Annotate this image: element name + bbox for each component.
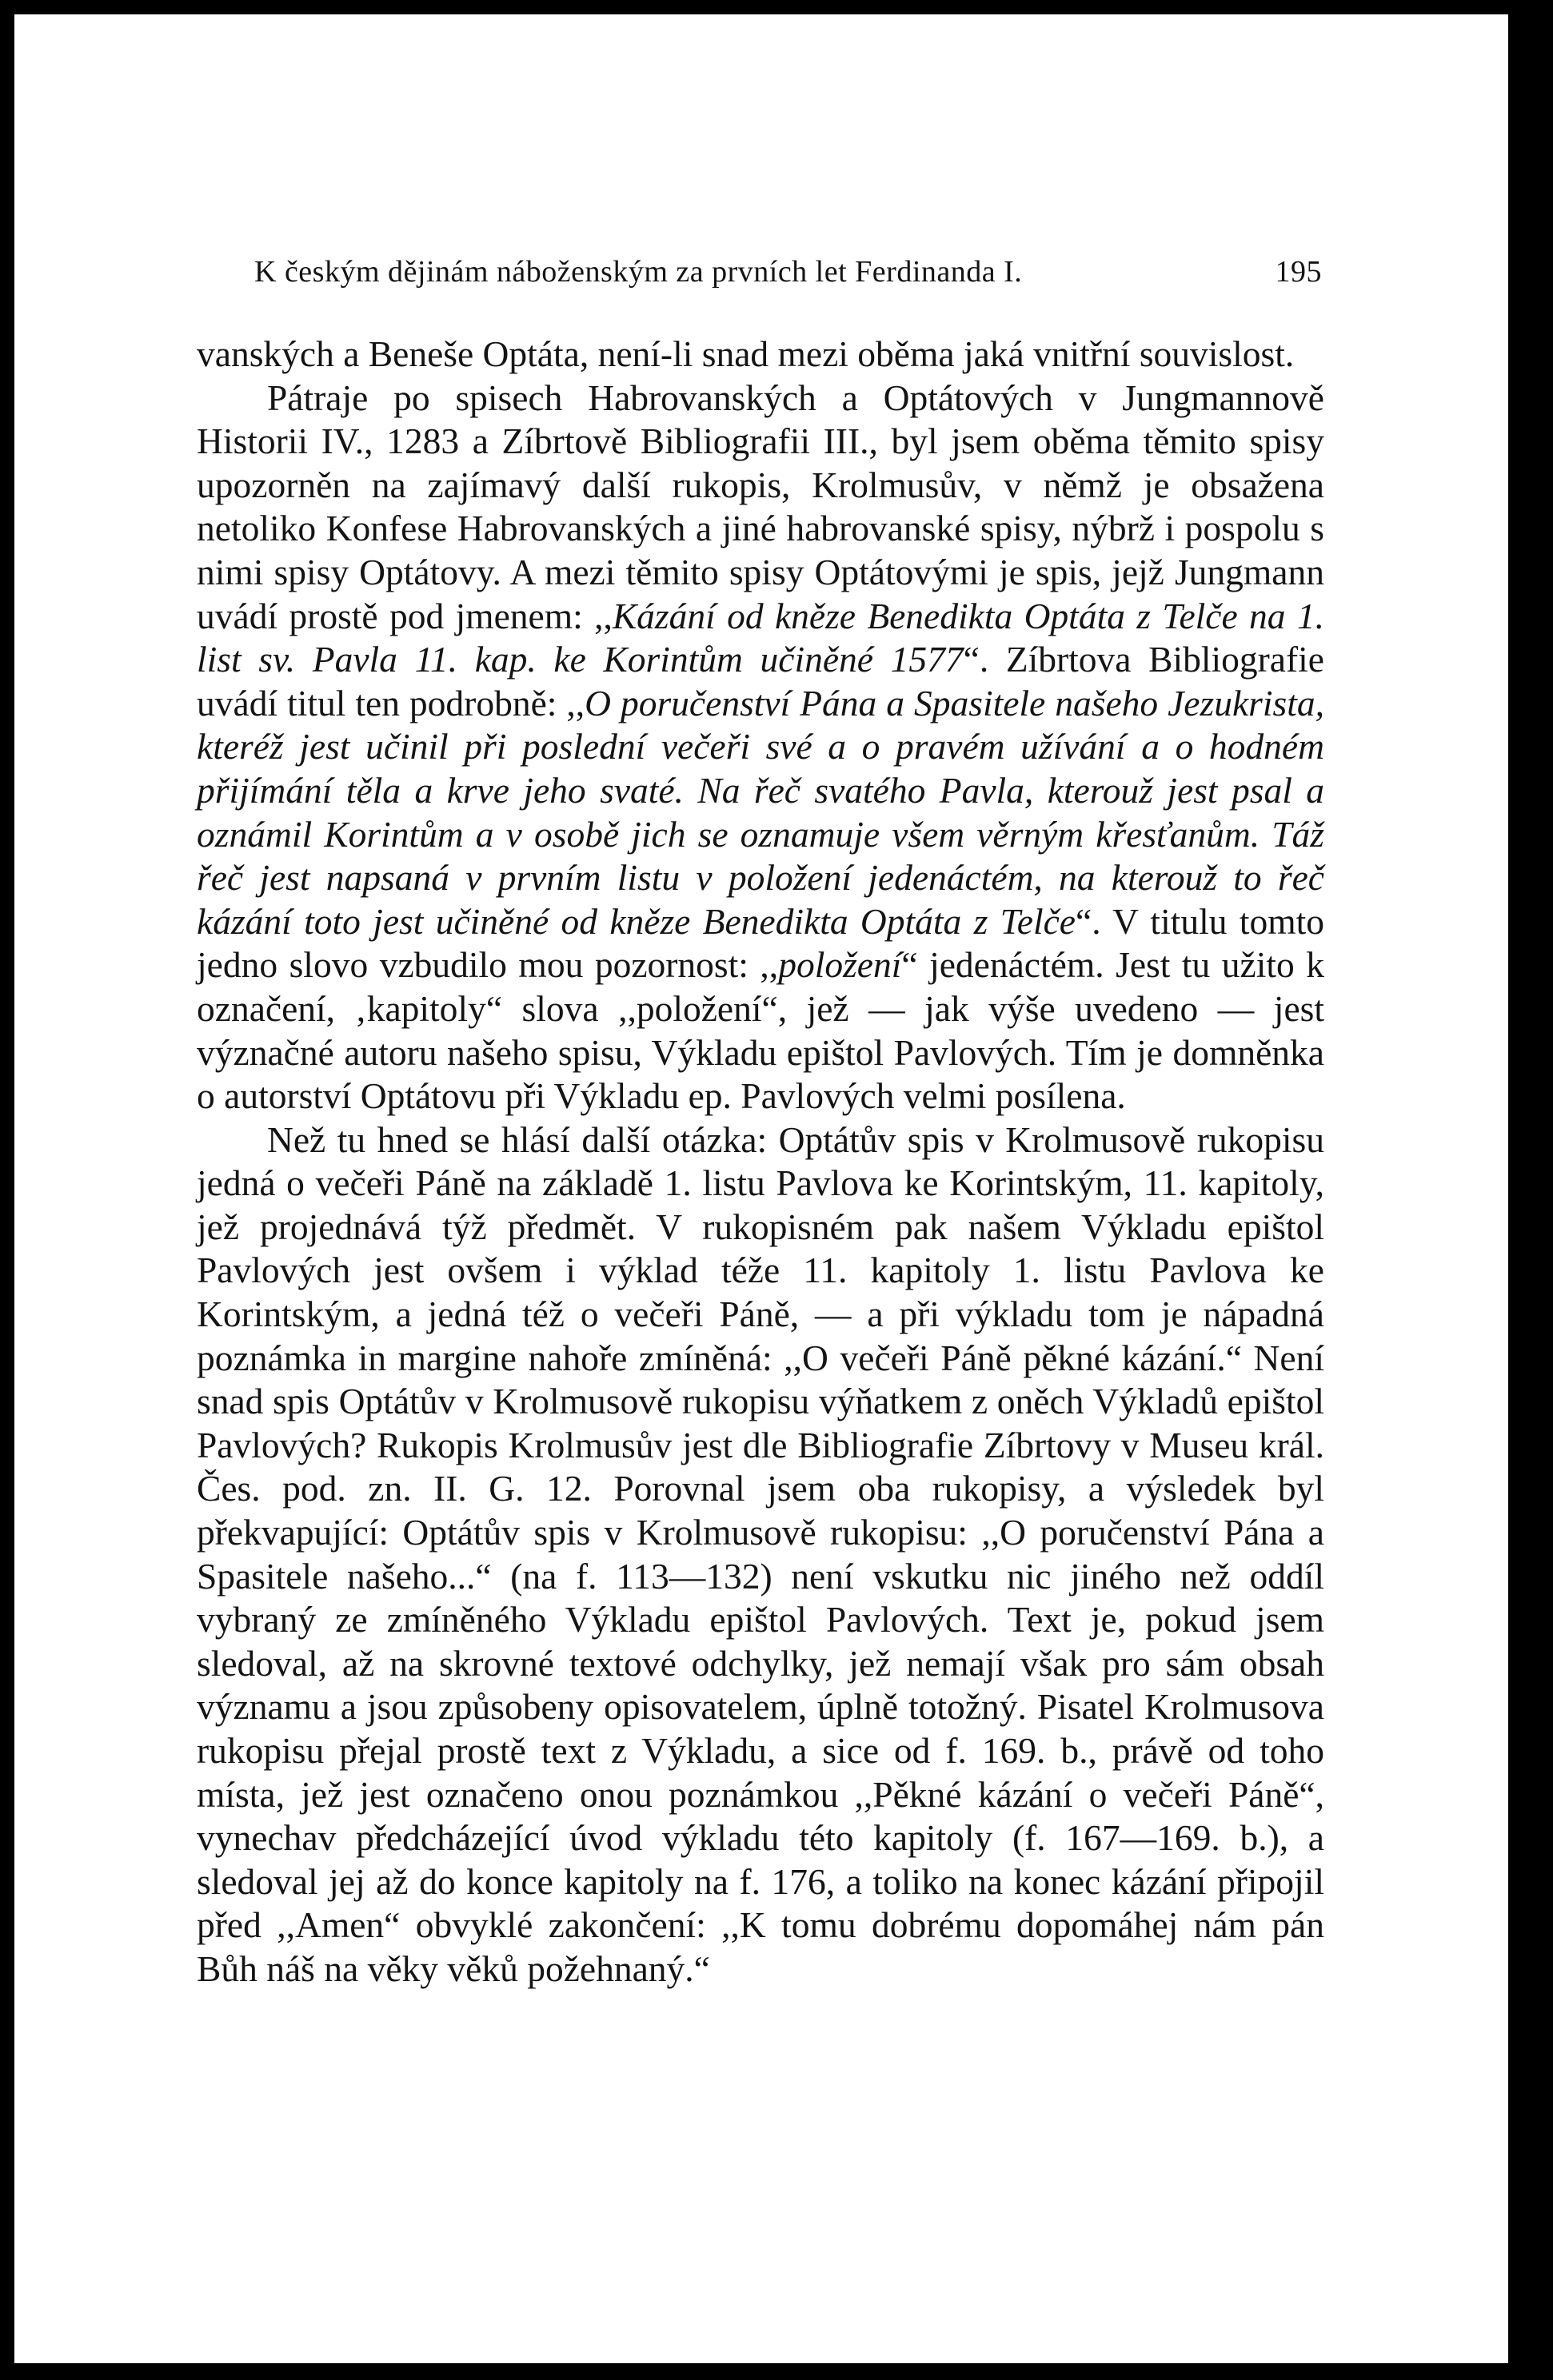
running-title: K českým dějinám náboženským za prvních let Ferdinanda I.: [254, 255, 1023, 289]
running-head: [254, 254, 1322, 289]
page-number: 195: [1275, 255, 1322, 289]
text-run: Pátraje po spisech Habrovanských a Optátových v Jungmannově Historii IV., 1283 a Zíbrtově Bibliografii III., byl jsem oběma těmito spisy upozorněn na zajímavý další rukopis, Krolmusův, v němž je obsažena netoliko Konfese Habrovanských a jiné habrovanské spisy, nýbrž i pospolu s nimi spisy Optátovy. A mezi těmito spisy Optátovými je spis, jejž Jungmann uvádí prostě pod jmenem: ,,: [197, 377, 1324, 636]
book-page: [14, 14, 1508, 2363]
italic-title-jungmann: Kázání od kněze Benedikta Optáta z Telče na 1. list sv. Pavla 11. kap. ke Korintům učiněné 1577: [197, 595, 1324, 680]
text-run: “. Zíbrtova Bibliografie uvádí titul ten podrobně: ,,: [197, 639, 1324, 724]
paragraph-1: [197, 333, 1324, 377]
paragraph-3: [197, 1118, 1324, 1991]
italic-title-zibrt: O poručenství Pána a Spasitele našeho Jezukrista, kteréž jest učinil při poslední večeři své a o pravém užívání a o hodném přijímání těla a krve jeho svaté. Na řeč svatého Pavla, kterouž jest psal a oznámil Korintům a v osobě jich se oznamuje všem věrným křesťanům. Táž řeč jest napsaná v prvním listu v položení jedenáctém, na kterouž to řeč kázání toto jest učiněné od kněze Benedikta Optáta z Telče: [197, 682, 1324, 942]
paragraph-2: [197, 377, 1324, 1118]
text-run: vanských a Beneše Optáta, není-li snad mezi oběma jaká vnitřní souvislost.: [197, 333, 1295, 374]
text-run: “ jedenáctém. Jest tu užito k označení, ‚kapitoly“ slova ,,položení“, jež — jak výše uvedeno — jest význačné autoru našeho spisu, Výkladu epištol Pavlových. Tím je domněnka o autorství Optátovu při Výkladu ep. Pavlových velmi posílena.: [197, 944, 1325, 1117]
italic-word-polozeni: položení: [778, 944, 902, 986]
text-run: Než tu hned se hlásí další otázka: Optátův spis v Krolmusově rukopisu jedná o večeři Páně na základě 1. listu Pavlova ke Korintským, 11. kapitoly, jež projednává týž předmět. V rukopisném pak našem Výkladu epištol Pavlových jest ovšem i výklad téže 11. kapitoly 1. listu Pavlova ke Korintským, a jedná též o večeři Páně, — a při výkladu tom je nápadná poznámka in margine nahoře zmíněná: ,,O večeři Páně pěkné kázání.“ Není snad spis Optátův v Krolmusově rukopisu výňatkem z oněch Výkladů epištol Pavlových? Rukopis Krolmusův jest dle Bibliografie Zíbrtovy v Museu král. Čes. pod. zn. II. G. 12. Porovnal jsem oba rukopisy, a výsledek byl překvapující: Optátův spis v Krolmusově rukopisu: ,,O poručenství Pána a Spasitele našeho...“ (na f. 113—132) není vskutku nic jiného než oddíl vybraný ze zmíněného Výkladu epištol Pavlových. Text je, pokud jsem sledoval, až na skrovné textové odchylky, jež nemají však pro sám obsah významu a jsou způsobeny opisovatelem, úplně totožný. Pisatel Krolmusova rukopisu přejal prostě text z Výkladu, a sice od f. 169. b., právě od toho místa, jež jest označeno onou poznámkou ,,Pěkné kázání o večeři Páně“, vynechav předcházející úvod výkladu této kapitoly (f. 167—169. b.), a sledoval jej až do konce kapitoly na f. 176, a toliko na konec kázání připojil před ,,Amen“ obvyklé zakončení: ,,K tomu dobrému dopomáhej nám pán Bůh náš na věky věků požehnaný.“: [197, 1118, 1324, 1989]
text-run: “. V titulu tomto jedno slovo vzbudilo mou pozornost: ,,: [197, 900, 1324, 986]
body-text: [197, 333, 1324, 1991]
